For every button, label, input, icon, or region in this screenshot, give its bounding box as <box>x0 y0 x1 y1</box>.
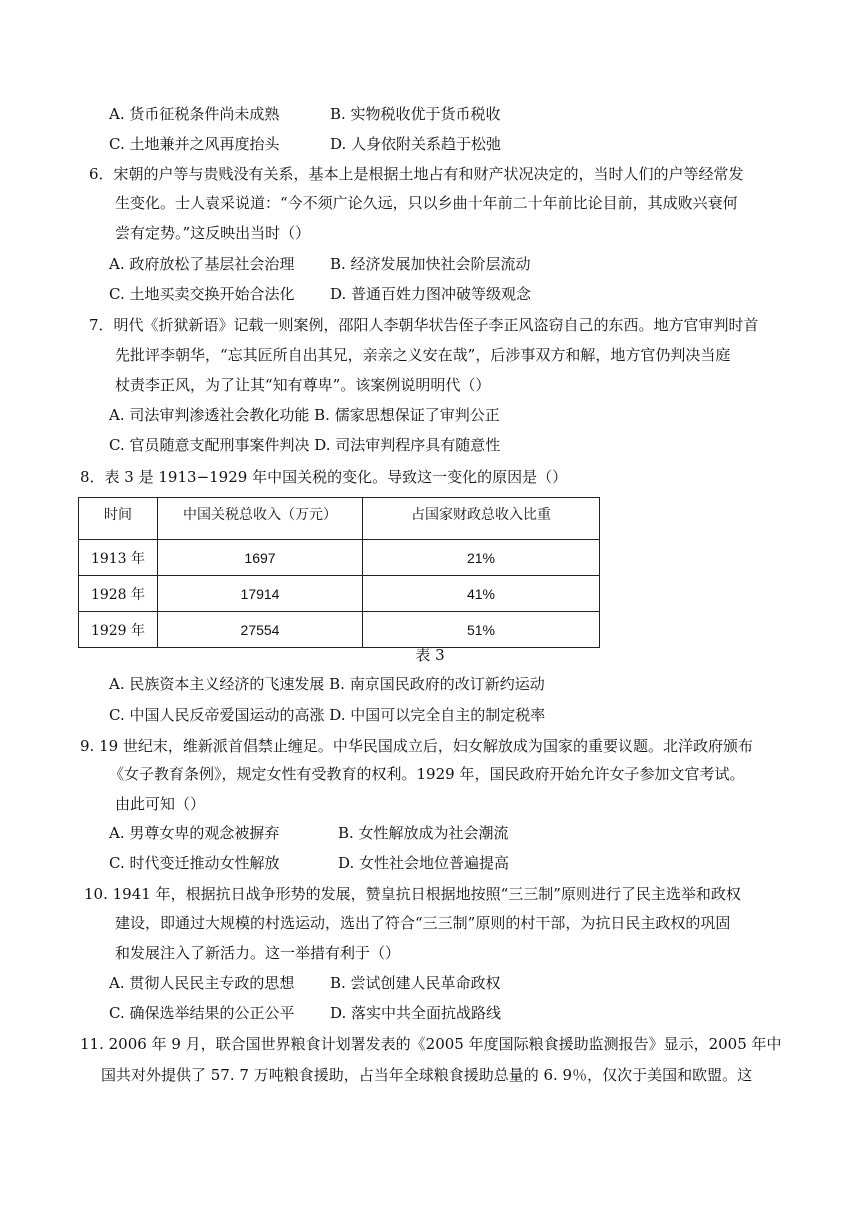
q7-stem-line-2: 先批评李朝华，“忘其匠所自出其兄，亲亲之义安在哉”，后涉事双方和解，地方官仍判决当庭 <box>115 346 731 364</box>
table-cell-revenue: 1697 <box>158 540 363 576</box>
table-cell-year: 1913 年 <box>79 540 158 576</box>
q8-options-row-1: A. 民族资本主义经济的飞速发展 B. 南京国民政府的改订新约运动 <box>109 675 545 693</box>
table-row <box>79 576 600 612</box>
q6-stem-line-2: 生变化。士人袁采说道：“今不须广论久远，只以乡曲十年前二十年前比论目前，其成败兴衰何 <box>115 194 738 212</box>
q10-option-b: B. 尝试创建人民革命政权 <box>330 974 501 992</box>
q6-option-d: D. 普通百姓力图冲破等级观念 <box>330 285 532 303</box>
table-header-share: 占国家财政总收入比重 <box>363 498 600 540</box>
tariff-table <box>78 497 600 648</box>
q7-stem-line-3: 杖责李正风，为了让其“知有尊卑”。该案例说明明代（） <box>115 376 491 394</box>
q5-option-a: A. 货币征税条件尚未成熟 <box>109 105 280 123</box>
q9-stem-line-3: 由此可知（） <box>115 795 206 813</box>
q6-stem-line-1: 6．宋朝的户等与贵贱没有关系，基本上是根据土地占有和财产状况决定的，当时人们的户等经常发 <box>89 165 744 183</box>
table-row <box>79 540 600 576</box>
q6-option-b: B. 经济发展加快社会阶层流动 <box>330 255 531 273</box>
q9-stem-line-2: 《女子教育条例》，规定女性有受教育的权利。1929 年，国民政府开始允许女子参加文官考试。 <box>109 765 745 783</box>
q9-option-c: C. 时代变迁推动女性解放 <box>109 854 280 872</box>
q9-option-a: A. 男尊女卑的观念被摒弃 <box>109 824 280 842</box>
q10-option-d: D. 落实中共全面抗战路线 <box>330 1004 502 1022</box>
table-cell-share: 21% <box>363 540 600 576</box>
table-cell-share: 51% <box>363 612 600 648</box>
table-row <box>79 612 600 648</box>
q10-stem-line-1: 10. 1941 年，根据抗日战争形势的发展，赞皇抗日根据地按照“三三制”原则进行了民主选举和政权 <box>84 885 741 903</box>
q11-stem-line-2: 国共对外提供了 57. 7 万吨粮食援助，占当年全球粮食援助总量的 6. 9％，仅次于美国和欧盟。这 <box>101 1066 753 1084</box>
q6-option-a: A. 政府放松了基层社会治理 <box>109 255 295 273</box>
q7-options-row-2: C. 官员随意支配刑事案件判决 D. 司法审判程序具有随意性 <box>109 436 501 454</box>
q10-stem-line-3: 和发展注入了新活力。这一举措有利于（） <box>115 944 401 962</box>
q7-stem-line-1: 7．明代《折狱新语》记载一则案例，邵阳人李朝华状告侄子李正风盗窃自己的东西。地方官审判时首 <box>89 316 759 334</box>
table-caption: 表 3 <box>415 646 445 664</box>
table-header-revenue: 中国关税总收入（万元） <box>158 498 363 540</box>
q9-option-d: D. 女性社会地位普遍提高 <box>338 854 510 872</box>
q5-option-d: D. 人身依附关系趋于松弛 <box>330 135 502 153</box>
q9-stem-line-1: 9. 19 世纪末，维新派首倡禁止缠足。中华民国成立后，妇女解放成为国家的重要议题。北洋政府颁布 <box>80 737 753 755</box>
table-cell-year: 1928 年 <box>79 576 158 612</box>
q6-stem-line-3: 尝有定势。”这反映出当时（） <box>115 224 311 242</box>
table-cell-revenue: 17914 <box>158 576 363 612</box>
q5-option-b: B. 实物税收优于货币税收 <box>330 105 501 123</box>
table-cell-revenue: 27554 <box>158 612 363 648</box>
q5-option-c: C. 土地兼并之风再度抬头 <box>109 135 280 153</box>
q10-stem-line-2: 建设，即通过大规模的村选运动，选出了符合“三三制”原则的村干部，为抗日民主政权的巩固 <box>115 914 731 932</box>
q10-option-c: C. 确保选举结果的公正公平 <box>109 1004 295 1022</box>
table-header-time: 时间 <box>79 498 158 540</box>
q10-option-a: A. 贯彻人民民主专政的思想 <box>109 974 295 992</box>
table-cell-share: 41% <box>363 576 600 612</box>
table-cell-year: 1929 年 <box>79 612 158 648</box>
table-header-row <box>79 498 600 540</box>
q9-option-b: B. 女性解放成为社会潮流 <box>338 824 509 842</box>
q7-options-row-1: A. 司法审判渗透社会教化功能 B. 儒家思想保证了审判公正 <box>109 406 500 424</box>
q8-stem: 8．表 3 是 1913−1929 年中国关税的变化。导致这一变化的原因是（） <box>80 468 568 486</box>
q11-stem-line-1: 11. 2006 年 9 月，联合国世界粮食计划署发表的《2005 年度国际粮食援助监测报告》显示，2005 年中 <box>80 1035 782 1053</box>
q6-option-c: C. 土地买卖交换开始合法化 <box>109 285 295 303</box>
q8-options-row-2: C. 中国人民反帝爱国运动的高涨 D. 中国可以完全自主的制定税率 <box>109 706 546 724</box>
